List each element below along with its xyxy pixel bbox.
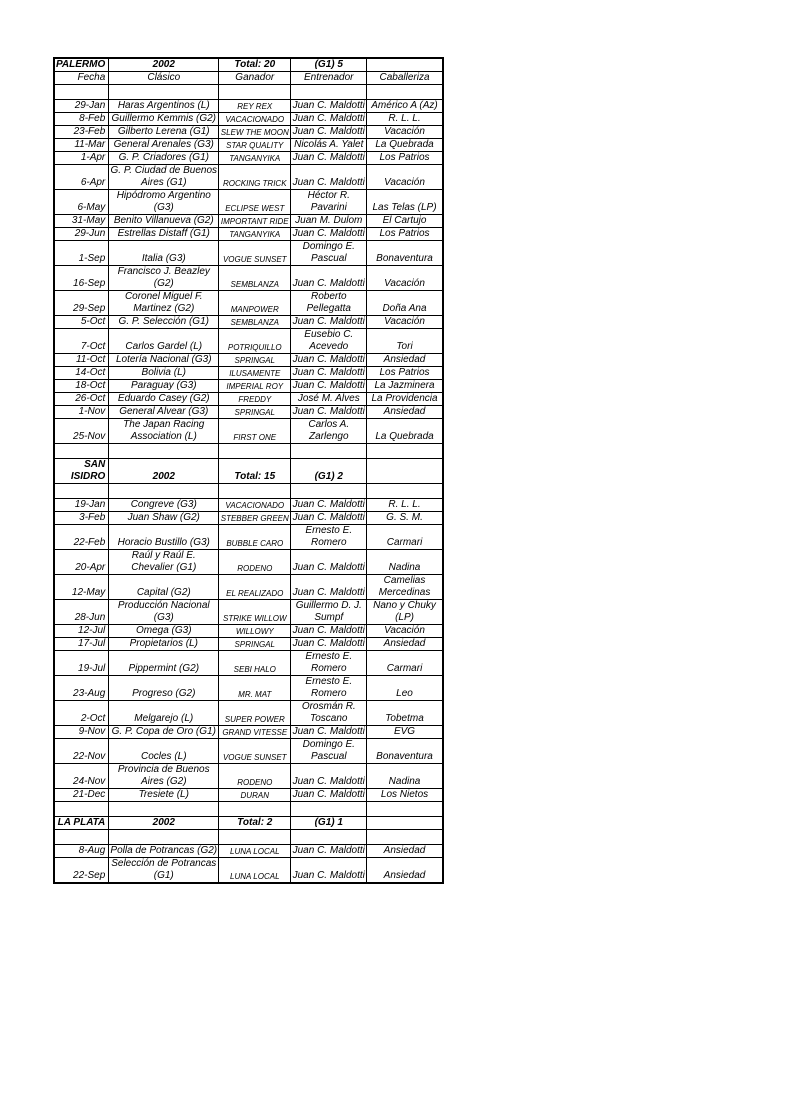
race-date: 6-Apr [54, 165, 109, 190]
race-date: 1-Sep [54, 241, 109, 266]
winner-horse: MR. MAT [219, 676, 291, 701]
table-row [54, 499, 443, 512]
stable-name: Camelias Mercedinas [367, 575, 443, 600]
race-name: G. P. Selección (G1) [109, 316, 219, 329]
winner-horse: SEMBLANZA [219, 266, 291, 291]
race-date: 29-Jan [54, 100, 109, 113]
race-date: 9-Nov [54, 726, 109, 739]
race-name: Hipódromo Argentino (G3) [109, 190, 219, 215]
trainer-name: Ernesto E. Romero [291, 676, 367, 701]
trainer-name: Juan C. Maldotti [292, 512, 365, 523]
winner-horse: VOGUE SUNSET [219, 739, 291, 764]
race-date: 7-Oct [54, 329, 109, 354]
section-g1-count: (G1) 1 [291, 817, 367, 830]
table-row [54, 600, 443, 625]
race-date: 11-Mar [54, 139, 109, 152]
winner-horse: MANPOWER [219, 291, 291, 316]
race-name: Propietarios (L) [109, 638, 219, 651]
race-name: Progreso (G2) [109, 676, 219, 701]
trainer-name: Juan C. Maldotti [291, 858, 367, 884]
race-name: Tresiete (L) [109, 789, 219, 802]
winner-horse: STEBBER GREEN [219, 512, 291, 525]
race-date: 17-Jul [54, 638, 109, 651]
winner-horse: FREDDY [219, 393, 291, 406]
trainer-name: Nicolás A. Yalet [291, 139, 367, 152]
race-date: 19-Jul [54, 651, 109, 676]
race-name: Congreve (G3) [109, 499, 219, 512]
race-name: Paraguay (G3) [109, 380, 219, 393]
blank-cell [109, 830, 219, 845]
winner-horse: RODENO [219, 764, 291, 789]
race-name: Gilberto Lerena (G1) [109, 126, 219, 139]
results-table-body [54, 58, 443, 883]
race-date: 22-Feb [54, 525, 109, 550]
blank-cell [54, 85, 109, 100]
section-total: Total: 15 [219, 459, 291, 484]
column-header-caballeriza: Caballeriza [367, 72, 443, 85]
race-name: Omega (G3) [109, 625, 219, 638]
stable-name: Vacación [367, 126, 443, 139]
stable-name: Ansiedad [367, 858, 443, 884]
table-row [54, 139, 443, 152]
winner-horse: REY REX [219, 100, 291, 113]
race-date: 23-Aug [54, 676, 109, 701]
winner-horse: SLEW THE MOON [219, 126, 291, 139]
blank-cell [367, 85, 443, 100]
winner-horse: WILLOWY [219, 625, 291, 638]
trainer-name: Juan C. Maldotti [292, 113, 365, 124]
section-year: 2002 [109, 459, 219, 484]
stable-name: Vacación [367, 625, 443, 638]
winner-horse: LUNA LOCAL [219, 858, 291, 884]
race-name: General Alvear (G3) [109, 406, 219, 419]
table-row [54, 291, 443, 316]
race-name: Eduardo Casey (G2) [109, 393, 219, 406]
table-row [54, 764, 443, 789]
race-date: 14-Oct [54, 367, 109, 380]
blank-cell [291, 830, 367, 845]
race-date: 21-Dec [54, 789, 109, 802]
race-date: 12-May [54, 575, 109, 600]
table-row [54, 241, 443, 266]
table-row [54, 575, 443, 600]
blank-cell [54, 830, 109, 845]
stable-name: EVG [367, 726, 443, 739]
winner-horse: VACACIONADO [219, 499, 291, 512]
race-date: 6-May [54, 190, 109, 215]
winner-horse: VACACIONADO [219, 113, 291, 126]
blank-cell [219, 444, 291, 459]
trainer-name: Roberto Pellegatta [291, 291, 367, 316]
winner-horse: SUPER POWER [219, 701, 291, 726]
blank-row [54, 444, 443, 459]
winner-horse: IMPERIAL ROY [219, 380, 291, 393]
trainer-name: Juan C. Maldotti [292, 126, 365, 137]
stable-name: Américo A (Az) [367, 100, 443, 113]
blank-row [54, 830, 443, 845]
winner-horse: RODENO [219, 550, 291, 575]
race-name: Provincia de Buenos Aires (G2) [109, 764, 219, 789]
blank-cell [109, 484, 219, 499]
blank-cell [219, 830, 291, 845]
table-row [54, 419, 443, 444]
venue-name: PALERMO [54, 58, 109, 72]
trainer-name: Juan C. Maldotti [292, 380, 365, 391]
blank-row [54, 85, 443, 100]
section-g1-count: (G1) 2 [291, 459, 367, 484]
winner-horse: BUBBLE CARO [219, 525, 291, 550]
stable-name: La Quebrada [367, 139, 443, 152]
race-name: Carlos Gardel (L) [109, 329, 219, 354]
trainer-name: Juan C. Maldotti [292, 789, 365, 800]
race-name: Haras Argentinos (L) [109, 100, 219, 113]
table-row [54, 393, 443, 406]
winner-horse: SPRINGAL [219, 354, 291, 367]
section-header-row [54, 58, 443, 72]
column-header-row [54, 72, 443, 85]
stable-name: Ansiedad [367, 406, 443, 419]
race-date: 31-May [54, 215, 109, 228]
stable-name: Los Patrios [367, 367, 443, 380]
section-g1-count: (G1) 5 [291, 58, 367, 72]
stable-name: Vacación [367, 165, 443, 190]
race-date: 23-Feb [54, 126, 109, 139]
trainer-name: Juan C. Maldotti [292, 638, 365, 649]
table-row [54, 100, 443, 113]
trainer-name: Juan C. Maldotti [291, 266, 367, 291]
race-date: 29-Jun [54, 228, 109, 241]
trainer-name: Orosmán R. Toscano [291, 701, 367, 726]
winner-horse: POTRIQUILLO [219, 329, 291, 354]
race-name: G. P. Criadores (G1) [109, 152, 219, 165]
trainer-name: Juan C. Maldotti [292, 228, 365, 239]
trainer-name: Juan C. Maldotti [292, 499, 365, 510]
table-row [54, 316, 443, 329]
trainer-name: Juan C. Maldotti [291, 575, 367, 600]
column-header-entrenador: Entrenador [291, 72, 367, 85]
stable-name: Nadina [367, 550, 443, 575]
winner-horse: VOGUE SUNSET [219, 241, 291, 266]
race-date: 28-Jun [54, 600, 109, 625]
trainer-name: Juan M. Dulom [291, 215, 367, 228]
table-row [54, 651, 443, 676]
race-date: 2-Oct [54, 701, 109, 726]
stable-name: Nano y Chuky (LP) [367, 600, 443, 625]
section-header-row [54, 817, 443, 830]
trainer-name: José M. Alves [291, 393, 367, 406]
winner-horse: LUNA LOCAL [219, 845, 291, 858]
trainer-name: Domingo E. Pascual [291, 739, 367, 764]
trainer-name: Guillermo D. J. Sumpf [291, 600, 367, 625]
race-date: 1-Apr [54, 152, 109, 165]
stable-name: R. L. L. [367, 113, 443, 126]
table-row [54, 228, 443, 241]
race-date: 20-Apr [54, 550, 109, 575]
stable-name: Nadina [367, 764, 443, 789]
stable-name: La Quebrada [367, 419, 443, 444]
stable-name: Las Telas (LP) [367, 190, 443, 215]
stable-name: R. L. L. [367, 499, 443, 512]
race-date: 26-Oct [54, 393, 109, 406]
stable-name: Bonaventura [367, 739, 443, 764]
trainer-name: Ernesto E. Romero [291, 525, 367, 550]
race-name: Producción Nacional (G3) [109, 600, 219, 625]
race-name: The Japan Racing Association (L) [109, 419, 219, 444]
race-name: Pippermint (G2) [109, 651, 219, 676]
table-row [54, 165, 443, 190]
stable-name: Ansiedad [367, 354, 443, 367]
blank-cell [54, 484, 109, 499]
winner-horse: TANGANYIKA [219, 152, 291, 165]
trainer-name: Ernesto E. Romero [291, 651, 367, 676]
table-row [54, 329, 443, 354]
stable-name: G. S. M. [367, 512, 443, 525]
table-row [54, 126, 443, 139]
trainer-name: Juan C. Maldotti [292, 406, 365, 417]
trainer-name: Domingo E. Pascual [291, 241, 367, 266]
stable-name: Los Nietos [367, 789, 443, 802]
trainer-name: Juan C. Maldotti [292, 354, 365, 365]
race-name: Francisco J. Beazley (G2) [109, 266, 219, 291]
section-empty-cell [367, 58, 443, 72]
trainer-name: Juan C. Maldotti [292, 845, 365, 856]
section-total: Total: 2 [219, 817, 291, 830]
blank-cell [367, 444, 443, 459]
stable-name: La Providencia [367, 393, 443, 406]
section-empty-cell [367, 459, 443, 484]
stable-name: Leo [367, 676, 443, 701]
winner-horse: FIRST ONE [219, 419, 291, 444]
winner-horse: IMPORTANT RIDE [219, 215, 291, 228]
blank-cell [109, 85, 219, 100]
stable-name: Ansiedad [367, 638, 443, 651]
winner-horse: STRIKE WILLOW [219, 600, 291, 625]
results-table [53, 57, 444, 884]
stable-name: Tori [367, 329, 443, 354]
winner-horse: ROCKING TRICK [219, 165, 291, 190]
blank-cell [219, 484, 291, 499]
blank-cell [109, 802, 219, 817]
race-name: Lotería Nacional (G3) [109, 354, 219, 367]
winner-horse: SEMBLANZA [219, 316, 291, 329]
winner-horse: SPRINGAL [219, 406, 291, 419]
trainer-name: Héctor R. Pavarini [291, 190, 367, 215]
winner-horse: SPRINGAL [219, 638, 291, 651]
column-header-fecha: Fecha [54, 72, 109, 85]
race-date: 22-Sep [54, 858, 109, 884]
column-header-ganador: Ganador [219, 72, 291, 85]
trainer-name: Juan C. Maldotti [291, 764, 367, 789]
race-name: Juan Shaw (G2) [109, 512, 219, 525]
table-row [54, 845, 443, 858]
race-name: Capital (G2) [109, 575, 219, 600]
race-name: Raúl y Raúl E. Chevalier (G1) [109, 550, 219, 575]
blank-row [54, 484, 443, 499]
trainer-name: Juan C. Maldotti [291, 550, 367, 575]
stable-name: Bonaventura [367, 241, 443, 266]
race-name: G. P. Copa de Oro (G1) [109, 726, 219, 739]
race-name: Italia (G3) [109, 241, 219, 266]
section-empty-cell [367, 817, 443, 830]
blank-cell [219, 85, 291, 100]
winner-horse: TANGANYIKA [219, 228, 291, 241]
table-row [54, 525, 443, 550]
table-row [54, 676, 443, 701]
trainer-name: Eusebio C. Acevedo [291, 329, 367, 354]
table-row [54, 512, 443, 525]
table-row [54, 380, 443, 393]
blank-cell [367, 830, 443, 845]
table-row [54, 625, 443, 638]
winner-horse: SEBI HALO [219, 651, 291, 676]
winner-horse: EL REALIZADO [219, 575, 291, 600]
race-date: 24-Nov [54, 764, 109, 789]
trainer-name: Juan C. Maldotti [292, 726, 365, 737]
trainer-name: Juan C. Maldotti [292, 367, 365, 378]
race-date: 8-Aug [54, 845, 109, 858]
race-name: Bolivia (L) [109, 367, 219, 380]
table-row [54, 113, 443, 126]
race-date: 5-Oct [54, 316, 109, 329]
race-date: 12-Jul [54, 625, 109, 638]
table-row [54, 215, 443, 228]
race-date: 8-Feb [54, 113, 109, 126]
race-date: 29-Sep [54, 291, 109, 316]
race-date: 22-Nov [54, 739, 109, 764]
race-name: Melgarejo (L) [109, 701, 219, 726]
stable-name: La Jazminera [367, 380, 443, 393]
blank-cell [291, 484, 367, 499]
race-date: 1-Nov [54, 406, 109, 419]
race-date: 19-Jan [54, 499, 109, 512]
trainer-name: Juan C. Maldotti [292, 152, 365, 163]
column-header-clasico: Clásico [109, 72, 219, 85]
race-name: Guillermo Kemmis (G2) [109, 113, 219, 126]
stable-name: Los Patrios [367, 152, 443, 165]
race-date: 11-Oct [54, 354, 109, 367]
table-row [54, 406, 443, 419]
stable-name: Los Patrios [367, 228, 443, 241]
table-row [54, 638, 443, 651]
blank-cell [219, 802, 291, 817]
blank-cell [109, 444, 219, 459]
table-row [54, 152, 443, 165]
section-year: 2002 [109, 817, 219, 830]
table-row [54, 266, 443, 291]
race-name: Coronel Miguel F. Martinez (G2) [109, 291, 219, 316]
blank-cell [291, 444, 367, 459]
stable-name: Vacación [367, 266, 443, 291]
table-row [54, 789, 443, 802]
blank-cell [291, 85, 367, 100]
venue-name: LA PLATA [54, 817, 109, 830]
blank-cell [291, 802, 367, 817]
winner-horse: DURAN [219, 789, 291, 802]
table-row [54, 367, 443, 380]
trainer-name: Juan C. Maldotti [292, 100, 365, 111]
stable-name: Vacación [367, 316, 443, 329]
stable-name: Carmari [367, 525, 443, 550]
race-name: Polla de Potrancas (G2) [110, 845, 218, 856]
race-name: General Arenales (G3) [109, 139, 219, 152]
blank-cell [54, 802, 109, 817]
table-row [54, 739, 443, 764]
race-name: G. P. Ciudad de Buenos Aires (G1) [110, 165, 218, 188]
winner-horse: GRAND VITESSE [219, 726, 291, 739]
stable-name: Doña Ana [367, 291, 443, 316]
section-header-row [54, 459, 443, 484]
winner-horse: ECLIPSE WEST [219, 190, 291, 215]
race-name: Selección de Potrancas (G1) [109, 858, 219, 884]
race-date: 25-Nov [54, 419, 109, 444]
trainer-name: Juan C. Maldotti [292, 316, 365, 327]
trainer-name: Juan C. Maldotti [292, 625, 365, 636]
table-row [54, 701, 443, 726]
venue-name: SAN ISIDRO [54, 459, 109, 484]
race-date: 16-Sep [54, 266, 109, 291]
race-name: Benito Villanueva (G2) [109, 215, 219, 228]
trainer-name: Juan C. Maldotti [291, 165, 367, 190]
stable-name: El Cartujo [367, 215, 443, 228]
race-name: Horacio Bustillo (G3) [109, 525, 219, 550]
blank-row [54, 802, 443, 817]
race-name: Estrellas Distaff (G1) [109, 228, 219, 241]
table-row [54, 726, 443, 739]
blank-cell [54, 444, 109, 459]
stable-name: Carmari [367, 651, 443, 676]
stable-name: Ansiedad [367, 845, 443, 858]
winner-horse: STAR QUALITY [219, 139, 291, 152]
race-date: 18-Oct [54, 380, 109, 393]
winner-horse: ILUSAMENTE [219, 367, 291, 380]
blank-cell [367, 484, 443, 499]
trainer-name: Carlos A. Zarlengo [291, 419, 367, 444]
race-name: Cocles (L) [109, 739, 219, 764]
table-row [54, 550, 443, 575]
table-row [54, 354, 443, 367]
blank-cell [367, 802, 443, 817]
race-date: 3-Feb [54, 512, 109, 525]
stable-name: Tobetma [367, 701, 443, 726]
table-row [54, 190, 443, 215]
table-row [54, 858, 443, 884]
section-year: 2002 [109, 58, 219, 72]
section-total: Total: 20 [219, 58, 291, 72]
